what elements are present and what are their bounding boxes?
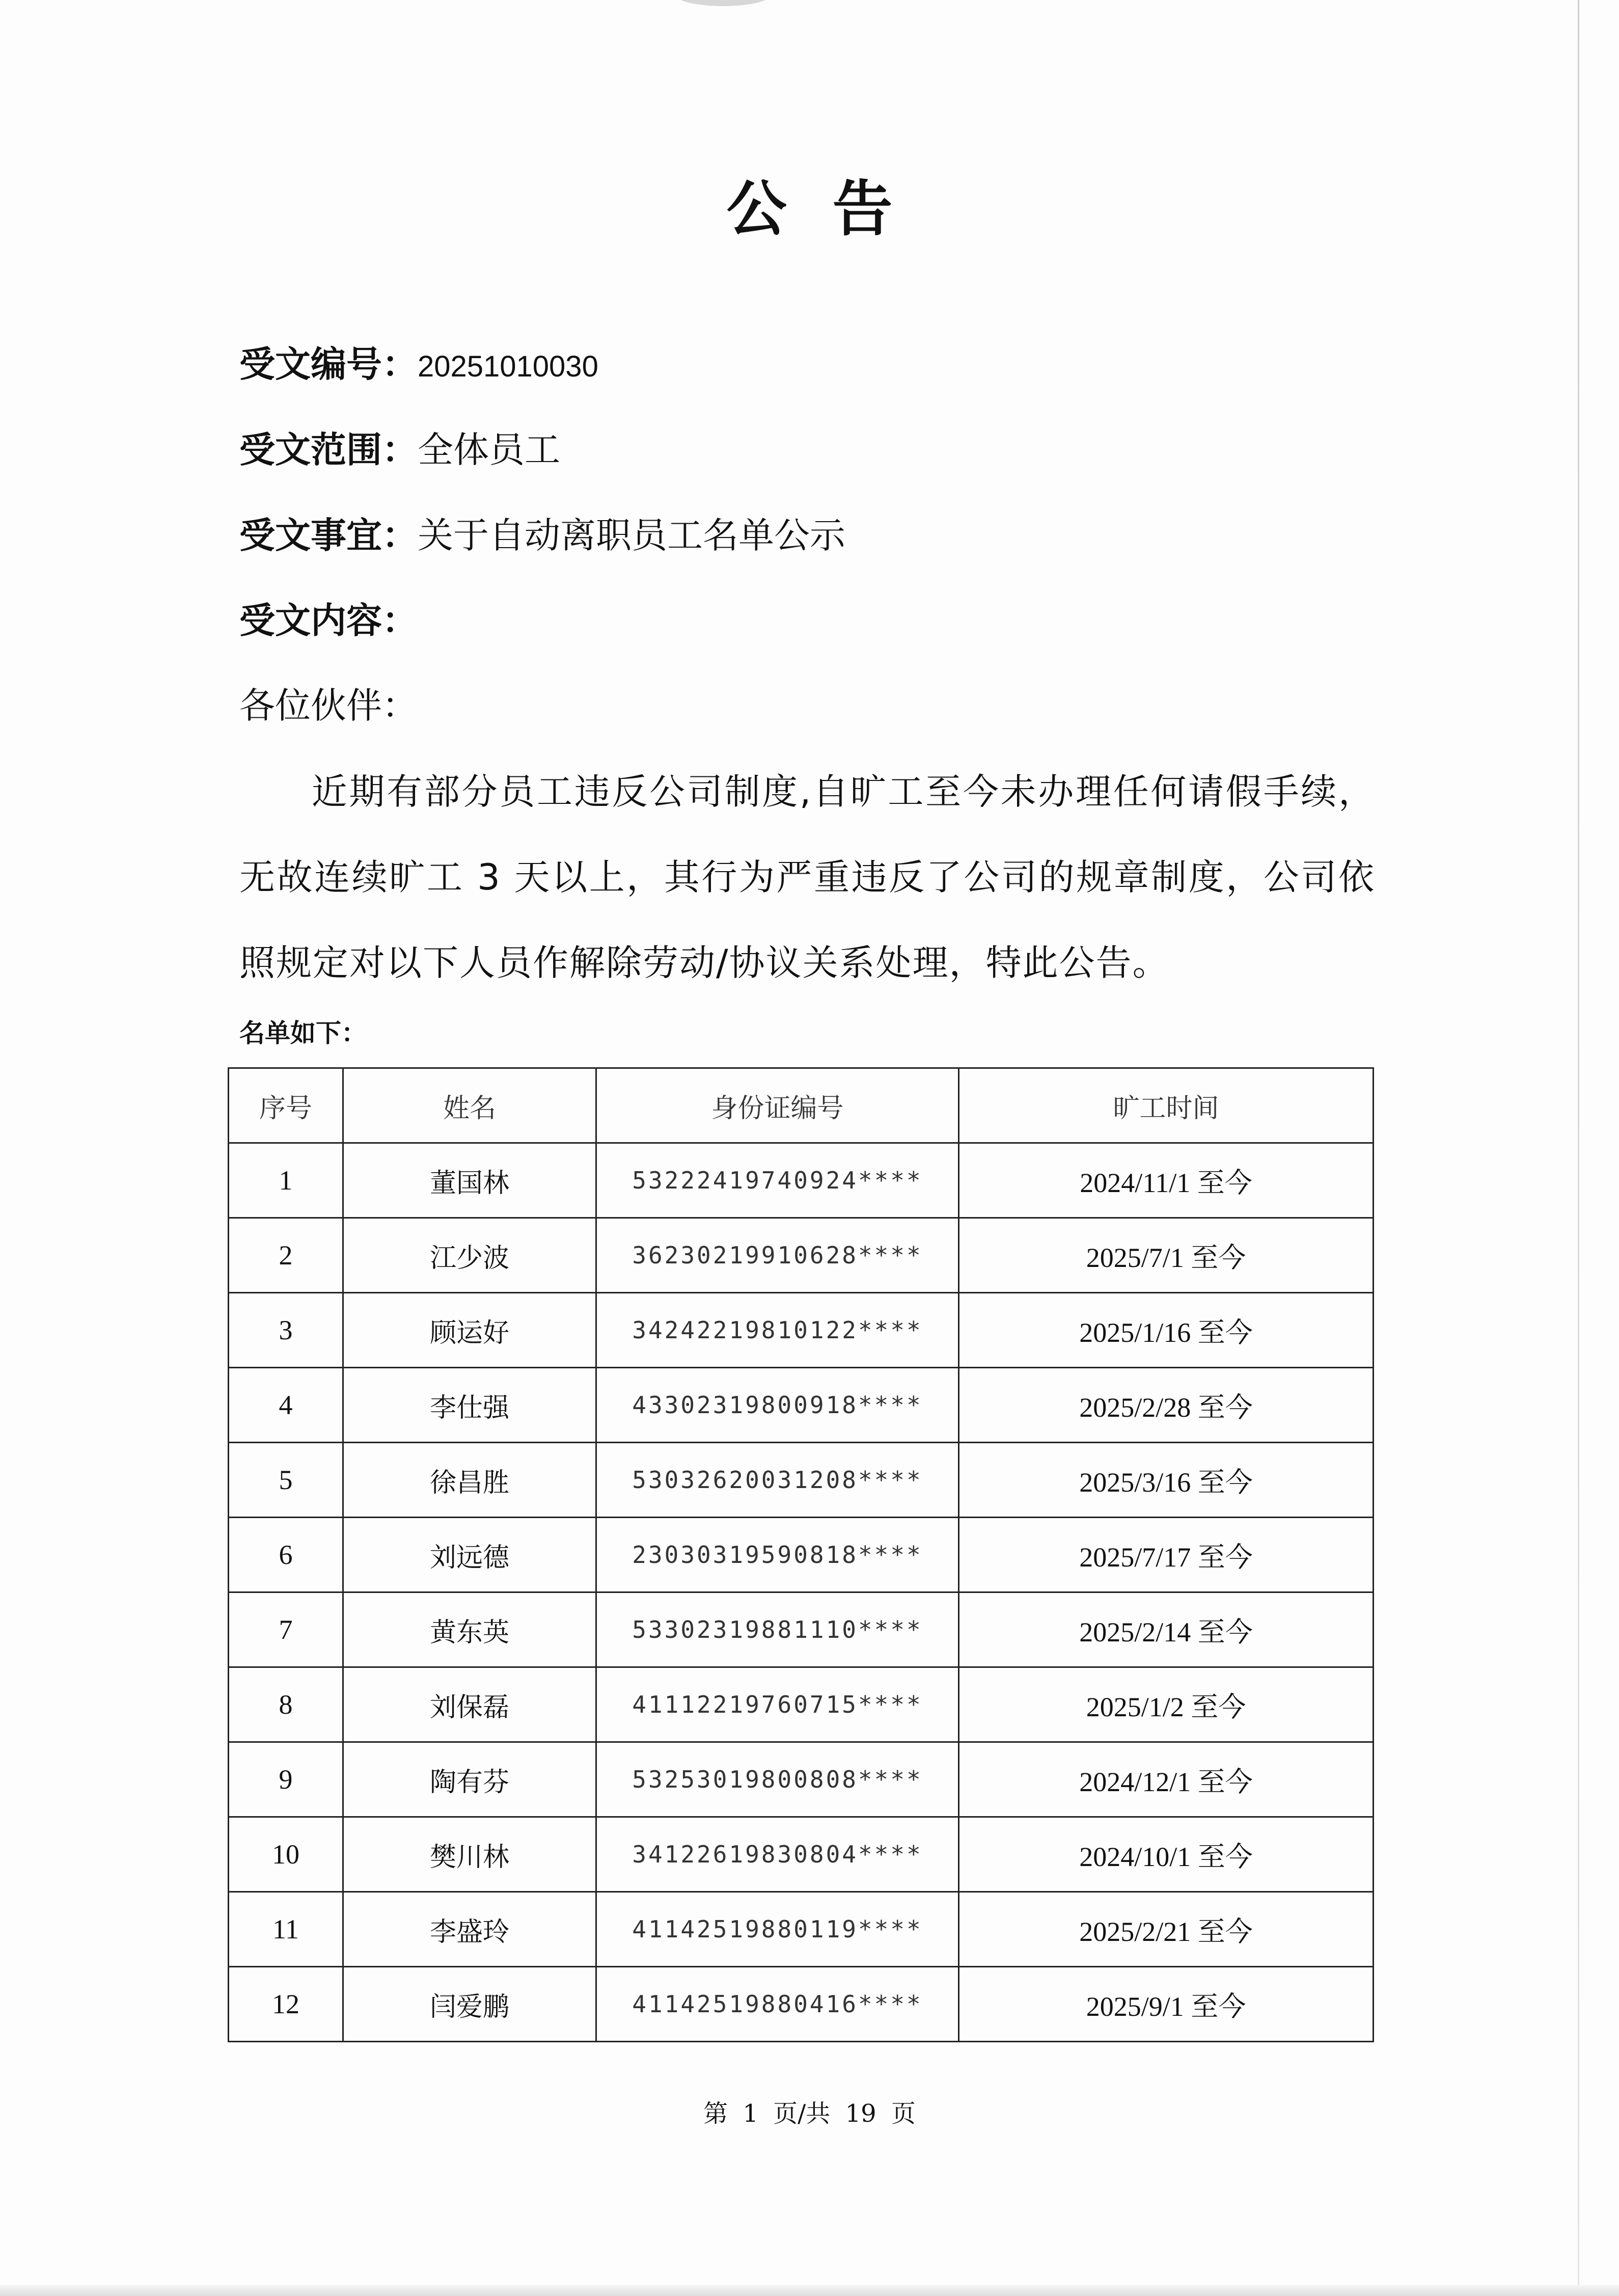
row-absence-date: 2024/10/1 至今 (959, 1817, 1374, 1892)
scope-line (239, 427, 560, 473)
table-row (229, 1368, 1374, 1443)
subject-value: 关于自动离职员工名单公示 (418, 515, 845, 556)
row-name: 黄东英 (343, 1592, 596, 1667)
list-title: 名单如下： (239, 1018, 367, 1048)
page-footer: 第 1 页/共 19 页 (703, 2099, 916, 2128)
scan-punch-mark (675, 0, 772, 6)
row-name: 陶有芬 (343, 1742, 596, 1817)
scope-label: 受文范围： (239, 429, 418, 471)
subject-label: 受文事宜： (239, 515, 418, 556)
table-row (229, 1443, 1374, 1518)
subject-line (239, 512, 845, 558)
scope-value: 全体员工 (418, 429, 560, 471)
body-text: 近期有部分员工违反公司制度,自旷工至今未办理任何请假手续，无故连续旷工 3 天以上，其行为严重违反了公司的规章制度，公司依照规定对以下人员作解除劳动/协议关系处理，特此公告。 (239, 771, 1375, 984)
paper-edge-right (1578, 0, 1579, 2296)
row-index: 12 (229, 1967, 343, 2042)
table-row (229, 1667, 1374, 1742)
row-id-number: 23030319590818**** (596, 1518, 959, 1592)
row-absence-date: 2025/9/1 至今 (959, 1967, 1374, 2042)
row-index: 4 (229, 1368, 343, 1443)
row-name: 董国林 (343, 1143, 596, 1218)
row-id-number: 53222419740924**** (596, 1143, 959, 1218)
doc-number-line (239, 341, 598, 390)
row-id-number: 43302319800918**** (596, 1368, 959, 1443)
table-row (229, 1218, 1374, 1293)
row-absence-date: 2025/1/2 至今 (959, 1667, 1374, 1742)
row-index: 3 (229, 1293, 343, 1368)
doc-number-label: 受文编号： (239, 343, 418, 385)
page-title: 公告 (726, 174, 939, 244)
table-row (229, 1967, 1374, 2042)
row-index: 2 (229, 1218, 343, 1293)
row-id-number: 34122619830804**** (596, 1817, 959, 1892)
row-id-number: 53253019800808**** (596, 1742, 959, 1817)
row-name: 刘远德 (343, 1518, 596, 1592)
header-absence: 旷工时间 (959, 1068, 1374, 1143)
row-index: 11 (229, 1892, 343, 1967)
row-index: 1 (229, 1143, 343, 1218)
row-absence-date: 2024/11/1 至今 (959, 1143, 1374, 1218)
row-name: 李盛玲 (343, 1892, 596, 1967)
greeting: 各位伙伴： (239, 685, 418, 726)
doc-number-value: 20251010030 (418, 350, 598, 383)
header-id: 身份证编号 (596, 1068, 959, 1143)
content-line (239, 598, 418, 643)
row-name: 徐昌胜 (343, 1443, 596, 1518)
row-name: 闫爱鹏 (343, 1967, 596, 2042)
paper-edge-bottom (0, 2285, 1619, 2296)
row-name: 顾运好 (343, 1293, 596, 1368)
row-absence-date: 2025/2/21 至今 (959, 1892, 1374, 1967)
table-row (229, 1592, 1374, 1667)
header-name: 姓名 (343, 1068, 596, 1143)
row-index: 5 (229, 1443, 343, 1518)
row-id-number: 41142519880416**** (596, 1967, 959, 2042)
row-absence-date: 2025/7/1 至今 (959, 1218, 1374, 1293)
table-row (229, 1742, 1374, 1817)
row-index: 6 (229, 1518, 343, 1592)
row-name: 江少波 (343, 1218, 596, 1293)
row-name: 樊川林 (343, 1817, 596, 1892)
table-row (229, 1293, 1374, 1368)
row-index: 8 (229, 1667, 343, 1742)
row-id-number: 41142519880119**** (596, 1892, 959, 1967)
table-row (229, 1817, 1374, 1892)
row-absence-date: 2025/3/16 至今 (959, 1443, 1374, 1518)
row-id-number: 41112219760715**** (596, 1667, 959, 1742)
row-index: 9 (229, 1742, 343, 1817)
row-index: 10 (229, 1817, 343, 1892)
table-row (229, 1892, 1374, 1967)
row-id-number: 53302319881110**** (596, 1592, 959, 1667)
header-index: 序号 (229, 1068, 343, 1143)
row-absence-date: 2025/2/14 至今 (959, 1592, 1374, 1667)
row-id-number: 36230219910628**** (596, 1218, 959, 1293)
body-paragraph (239, 749, 1375, 1006)
row-id-number: 53032620031208**** (596, 1443, 959, 1518)
row-absence-date: 2025/2/28 至今 (959, 1368, 1374, 1443)
row-name: 刘保磊 (343, 1667, 596, 1742)
row-name: 李仕强 (343, 1368, 596, 1443)
table-row (229, 1143, 1374, 1218)
row-absence-date: 2025/1/16 至今 (959, 1293, 1374, 1368)
table-header-row (229, 1068, 1374, 1143)
dismissal-table (228, 1067, 1374, 2042)
row-absence-date: 2024/12/1 至今 (959, 1742, 1374, 1817)
table-body (229, 1143, 1374, 2042)
content-label: 受文内容： (239, 600, 418, 641)
row-absence-date: 2025/7/17 至今 (959, 1518, 1374, 1592)
row-id-number: 34242219810122**** (596, 1293, 959, 1368)
row-index: 7 (229, 1592, 343, 1667)
table-row (229, 1518, 1374, 1592)
